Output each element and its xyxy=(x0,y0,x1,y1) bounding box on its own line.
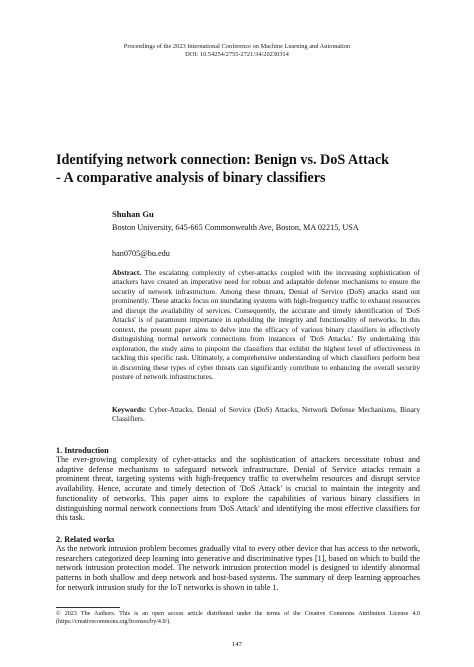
page-number: 147 xyxy=(232,641,242,648)
license-footnote: © 2023 The Authors. This is an open access article distributed under the terms of the Creative Commons Attribution License 4.0 (https://creativecommons.org/licenses/by/4.0/). xyxy=(56,611,420,625)
section-heading-related-works: 2. Related works xyxy=(56,535,115,544)
author-affiliation: Boston University, 645-665 Commonwealth Ave, Boston, MA 02215, USA xyxy=(112,223,359,232)
paper-title xyxy=(56,152,436,187)
section-body-introduction: The ever-growing complexity of cyber-attacks and the sophistication of attackers necessitate robust and adaptive defense mechanisms to safeguard network infrastructure. Denial of Service attacks remain a prominent threat, targeting systems with high-frequency traffic to overwhelm resources and disrupt service availability. Hence, accurate and timely detection of 'DoS Attack' is crucial to maintain the integrity and functionality of networks. This paper aims to explore the capabilities of various binary classifiers in distinguishing normal network connections from 'DoS Attack' and identifying the most effective classifiers for this task. xyxy=(56,455,420,523)
section-heading-introduction: 1. Introduction xyxy=(56,446,109,455)
doi-line: DOI: 10.54254/2755-2721/34/20230314 xyxy=(185,51,289,59)
footnote-divider xyxy=(56,607,120,608)
keywords xyxy=(112,405,420,424)
abstract xyxy=(112,268,420,381)
abstract-text: The escalating complexity of cyber-attacks coupled with the increasing sophistication of attackers have created an imperative need for robust and adaptable defense mechanisms to ensure the security of network infrastructure. Among these threats, Denial of Service (DoS) attacks stand out prominently. These attacks focus on inundating systems with high-frequency traffic to exhaust resources and disrupt the availability of services. Consequently, the accurate and timely identification of 'DoS Attacks' is of paramount importance in upholding the integrity and functionality of networks. In this context, the present paper aims to delve into the efficacy of various binary classifiers in effectively distinguishing normal network connections from instances of 'DoS Attacks.' By undertaking this exploration, the study aims to pinpoint the classifiers that exhibit the highest level of effectiveness in tackling this specific task. Ultimately, a comprehensive understanding of which classifiers perform best in discerning these types of cyber threats can significantly contribute to enhancing the overall security posture of network infrastructures. xyxy=(112,268,420,381)
abstract-label: Abstract. xyxy=(112,268,142,277)
author-email: han0705@bu.edu xyxy=(112,249,170,258)
proceedings-line: Proceedings of the 2023 International Conference on Machine Learning and Automation xyxy=(123,43,351,50)
keywords-text: Cyber-Attacks, Denial of Service (DoS) Attacks, Network Defense Mechanisms, Binary Classifiers. xyxy=(112,405,421,424)
title-line-2: - A comparative analysis of binary classifiers xyxy=(56,169,326,186)
keywords-label: Keywords: xyxy=(112,405,147,414)
proceedings-header xyxy=(0,43,474,60)
section-body-related-works: As the network intrusion problem becomes gradually vital to every other device that has access to the network, researchers categorized deep learning into generative and discriminative types [1], based on which to build the network intrusion protection model. The network intrusion protection model is designed to identify abnormal patterns in both shallow and deep network and host-based systems. The summary of deep learning approaches for network intrusion study for the IoT networks is shown in table 1. xyxy=(56,544,420,592)
title-line-1: Identifying network connection: Benign vs. DoS Attack xyxy=(56,152,390,168)
author-name: Shuhan Gu xyxy=(112,209,154,219)
